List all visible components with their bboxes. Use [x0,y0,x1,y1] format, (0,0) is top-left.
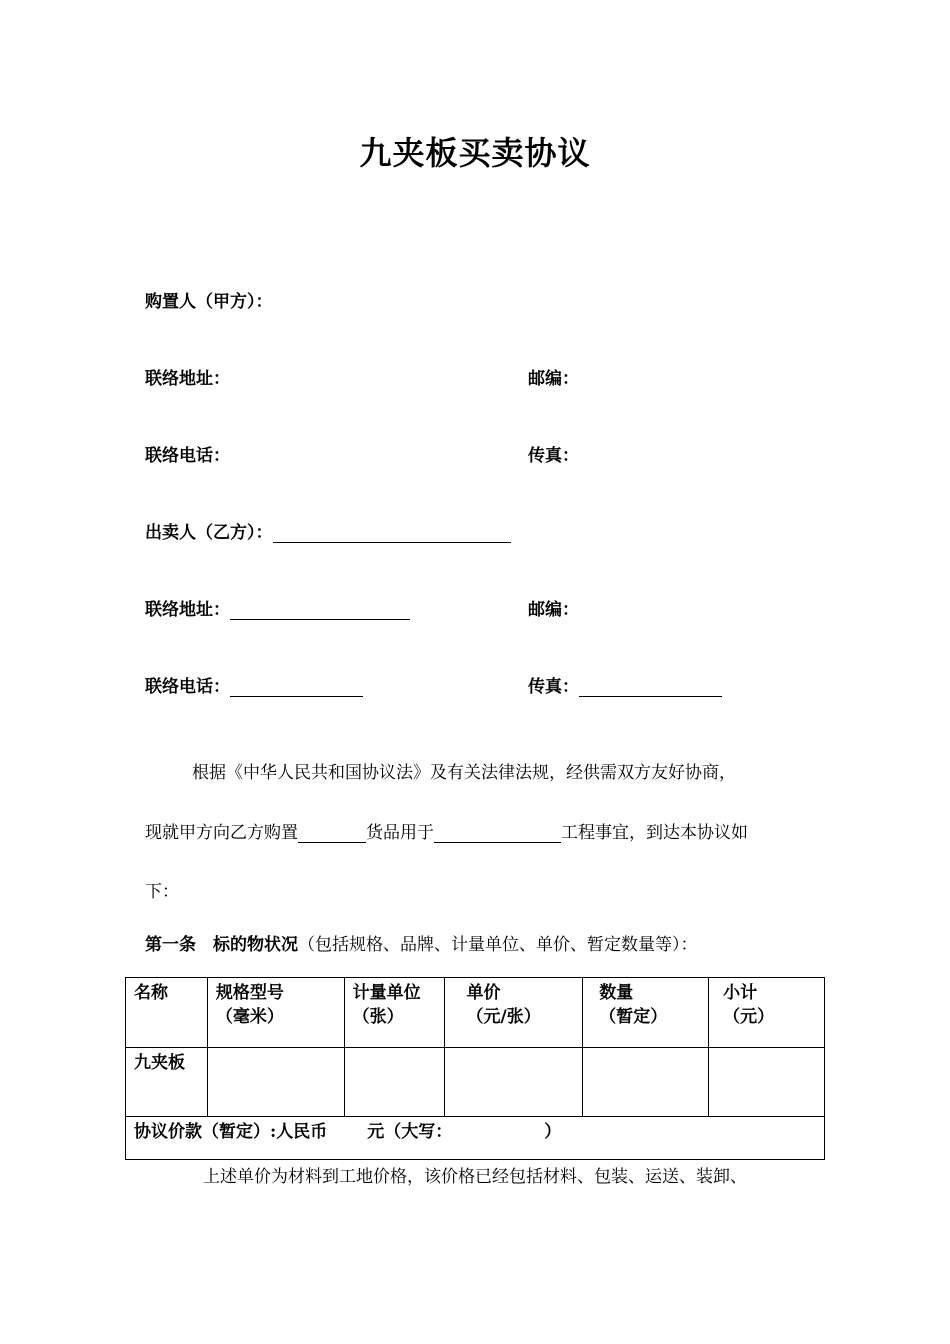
project-blank[interactable] [434,822,561,843]
buyer-postcode-label: 邮编： [528,369,579,389]
goods-blank[interactable] [298,822,366,843]
intro-line-2-c: 工程事宜，到达本协议如 [561,823,748,843]
header-cell-quantity: 数量 （暂定） [583,978,709,1048]
header-cell-subtotal: 小计 （元） [709,978,825,1048]
seller-phone-label: 联络电话： [145,677,230,697]
buyer-phone-label: 联络电话： [145,446,230,466]
seller-row [145,518,511,543]
seller-fax-blank[interactable] [579,676,722,697]
header-cell-unit: 计量单位 （张） [344,978,444,1048]
buyer-fax-label: 传真： [528,446,579,466]
article-1-note: （包括规格、品牌、计量单位、单价、暂定数量等）： [298,935,698,955]
spec-table [125,977,825,1160]
document-title: 九夹板买卖协议 [359,134,591,172]
cell-spec[interactable] [207,1048,344,1117]
seller-label: 出卖人（乙方）： [145,523,273,543]
intro-line-2-a: 现就甲方向乙方购置 [145,823,298,843]
header-cell-price: 单价 （元/张） [444,978,583,1048]
table-header-row [126,978,825,1048]
cell-subtotal[interactable] [709,1048,825,1117]
article-1-title: 第一条 标的物状况 [145,935,298,955]
seller-phone-blank[interactable] [230,676,363,697]
buyer-address-label: 联络地址： [145,369,230,389]
cell-quantity[interactable] [583,1048,709,1117]
seller-fax-row [528,672,722,697]
intro-line-3: 下： [145,882,179,902]
cell-product-name: 九夹板 [126,1048,208,1117]
seller-fax-label: 传真： [528,677,579,697]
intro-line-1: 根据《中华人民共和国协议法》及有关法律法规，经供需双方友好协商， [192,763,736,783]
article-1-heading [145,930,698,955]
seller-phone-row [145,672,363,697]
seller-name-blank[interactable] [273,522,511,543]
seller-address-blank[interactable] [230,599,410,620]
intro-line-2-b: 货品用于 [366,823,434,843]
footer-line: 上述单价为材料到工地价格，该价格已经包括材料、包装、运送、装卸、 [203,1167,747,1187]
cell-unit[interactable] [344,1048,444,1117]
table-total-row [126,1117,825,1160]
table-row [126,1048,825,1117]
total-cell: 协议价款（暂定）:人民币 元（大写： ） [126,1117,825,1160]
seller-address-row [145,595,410,620]
cell-price[interactable] [444,1048,583,1117]
header-cell-spec: 规格型号 （毫米） [207,978,344,1048]
buyer-label: 购置人（甲方）： [145,292,273,312]
seller-postcode-label: 邮编： [528,600,579,620]
seller-address-label: 联络地址： [145,600,230,620]
intro-line-2 [145,818,748,843]
header-cell-name: 名称 [126,978,208,1048]
